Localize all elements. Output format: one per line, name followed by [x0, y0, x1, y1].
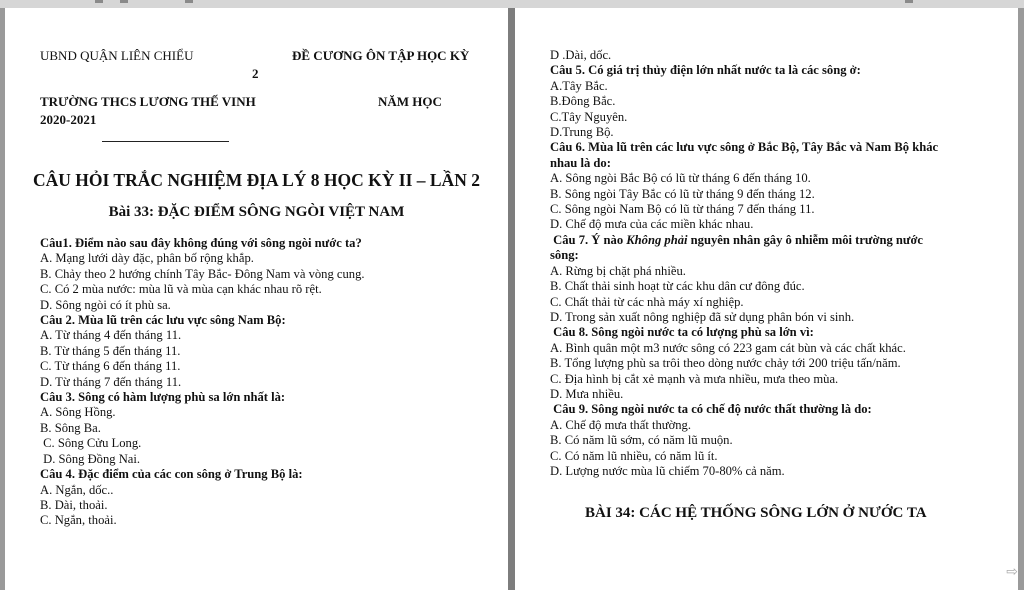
- answer-option: C. Có năm lũ nhiều, có năm lũ ít.: [550, 448, 718, 463]
- answer-option: A. Mạng lưới dày đặc, phân bố rộng khắp.: [40, 251, 254, 266]
- question-text: nguyên nhân gây ô nhiễm môi trường nước: [687, 232, 924, 247]
- answer-option: A. Ngắn, dốc..: [40, 482, 114, 497]
- answer-option: B. Chảy theo 2 hướng chính Tây Bắc- Đông Nam và vòng cung.: [40, 266, 365, 281]
- answer-option: C. Ngắn, thoải.: [40, 513, 117, 528]
- answer-option: C. Chất thải từ các nhà máy xí nghiệp.: [550, 294, 744, 309]
- answer-option: D. Sông Đồng Nai.: [40, 451, 141, 466]
- question-heading: Câu 4. Đặc điểm của các con sông ở Trung Bộ là:: [40, 467, 303, 482]
- answer-option: B. Chất thải sinh hoạt từ các khu dân cư đông đúc.: [550, 279, 805, 294]
- answer-option: D .Dài, dốc.: [550, 48, 612, 62]
- question-heading: Câu 2. Mùa lũ trên các lưu vực sông Nam Bộ:: [40, 313, 286, 328]
- toolbar-mark: [120, 0, 128, 3]
- answer-option: C.Tây Nguyên.: [550, 109, 628, 124]
- toolbar-mark: [185, 0, 193, 3]
- answer-option: D. Sông ngòi có ít phù sa.: [40, 297, 171, 312]
- answer-option: B. Dài, thoải.: [40, 497, 108, 512]
- page-gutter: [508, 8, 515, 590]
- answer-option: A. Bình quân một m3 nước sông có 223 gam cát bùn và các chất khác.: [550, 340, 906, 355]
- outline-title: ĐỀ CƯƠNG ÔN TẬP HỌC KỲ: [292, 48, 470, 63]
- main-title: CÂU HỎI TRẮC NGHIỆM ĐỊA LÝ 8 HỌC KỲ II – LẦN 2: [33, 170, 480, 190]
- question-heading: Câu 8. Sông ngòi nước ta có lượng phù sa lớn vì:: [550, 325, 814, 340]
- document-page-right: [515, 8, 1018, 590]
- answer-option: C. Từ tháng 6 đến tháng 11.: [40, 359, 181, 374]
- question-heading: Câu 5. Có giá trị thủy điện lớn nhất nước ta là các sông ở:: [550, 63, 861, 78]
- answer-option: C. Có 2 mùa nước: mùa lũ và mùa cạn khác nhau rõ rệt.: [40, 282, 322, 297]
- answer-option: B. Sông ngòi Tây Bắc có lũ từ tháng 9 đến tháng 12.: [550, 186, 815, 201]
- answer-option: C. Sông Cửu Long.: [40, 436, 142, 451]
- question-list-left: [40, 236, 365, 529]
- answer-option: D. Chế độ mưa của các miền khác nhau.: [550, 217, 754, 232]
- answer-option: A. Sông Hồng.: [40, 405, 116, 420]
- question-heading: Câu 9. Sông ngòi nước ta có chế độ nước thất thường là do:: [550, 402, 872, 417]
- answer-option: D.Trung Bộ.: [550, 125, 614, 140]
- answer-option: A. Từ tháng 4 đến tháng 11.: [40, 328, 182, 343]
- school-year-label: NĂM HỌC: [378, 94, 442, 109]
- question-heading: nhau là do:: [550, 155, 611, 170]
- question-list-right: [550, 48, 938, 479]
- semester-number: 2: [252, 66, 259, 81]
- lesson-title: Bài 33: ĐẶC ĐIỂM SÔNG NGÒI VIỆT NAM: [108, 204, 405, 220]
- answer-option: B. Từ tháng 5 đến tháng 11.: [40, 343, 181, 358]
- toolbar-mark: [905, 0, 913, 3]
- district-name: UBND QUẬN LIÊN CHIỂU: [40, 48, 194, 63]
- answer-option: D. Mưa nhiều.: [550, 386, 624, 401]
- question-heading: [550, 233, 938, 248]
- school-year-value: 2020-2021: [40, 112, 97, 127]
- top-toolbar-strip: [0, 0, 1024, 8]
- arrow-right-icon[interactable]: ⇨: [1006, 564, 1018, 580]
- question-heading: sông:: [550, 248, 579, 263]
- question-heading: Câu 3. Sông có hàm lượng phù sa lớn nhất là:: [40, 390, 286, 405]
- school-name: TRƯỜNG THCS LƯƠNG THẾ VINH: [40, 94, 256, 109]
- answer-option: D. Trong sản xuất nông nghiệp đã sử dụng phân bón vi sinh.: [550, 309, 855, 324]
- question-heading: Câu1. Điểm nào sau đây không đúng với sông ngòi nước ta?: [40, 236, 362, 250]
- answer-option: A. Chế độ mưa thất thường.: [550, 417, 691, 432]
- next-lesson-title: BÀI 34: CÁC HỆ THỐNG SÔNG LỚN Ở NƯỚC TA: [585, 505, 927, 521]
- header-divider: [102, 141, 229, 142]
- answer-option: B. Có năm lũ sớm, có năm lũ muộn.: [550, 433, 733, 448]
- answer-option: A.Tây Bắc.: [550, 78, 608, 93]
- question-text: Câu 7. Ý nào: [550, 232, 627, 247]
- toolbar-mark: [95, 0, 103, 3]
- answer-option: A. Sông ngòi Bắc Bộ có lũ từ tháng 6 đến tháng 10.: [550, 171, 811, 186]
- answer-option: A. Rừng bị chặt phá nhiều.: [550, 263, 686, 278]
- answer-option: D. Từ tháng 7 đến tháng 11.: [40, 374, 182, 389]
- answer-option: B.Đông Bắc.: [550, 94, 616, 109]
- question-heading: Câu 6. Mùa lũ trên các lưu vực sông ở Bắc Bộ, Tây Bắc và Nam Bộ khác: [550, 140, 939, 155]
- answer-option: D. Lượng nước mùa lũ chiếm 70-80% cả năm.: [550, 463, 785, 478]
- question-emphasis: Không phải: [626, 232, 688, 247]
- answer-option: C. Sông ngòi Nam Bộ có lũ từ tháng 7 đến tháng 11.: [550, 202, 815, 217]
- answer-option: B. Sông Ba.: [40, 420, 101, 435]
- answer-option: C. Địa hình bị cắt xẻ mạnh và mưa nhiều, mưa theo mùa.: [550, 371, 839, 386]
- document-page-left: [5, 8, 508, 590]
- answer-option: B. Tổng lượng phù sa trôi theo dòng nước chảy tới 200 triệu tấn/năm.: [550, 356, 901, 371]
